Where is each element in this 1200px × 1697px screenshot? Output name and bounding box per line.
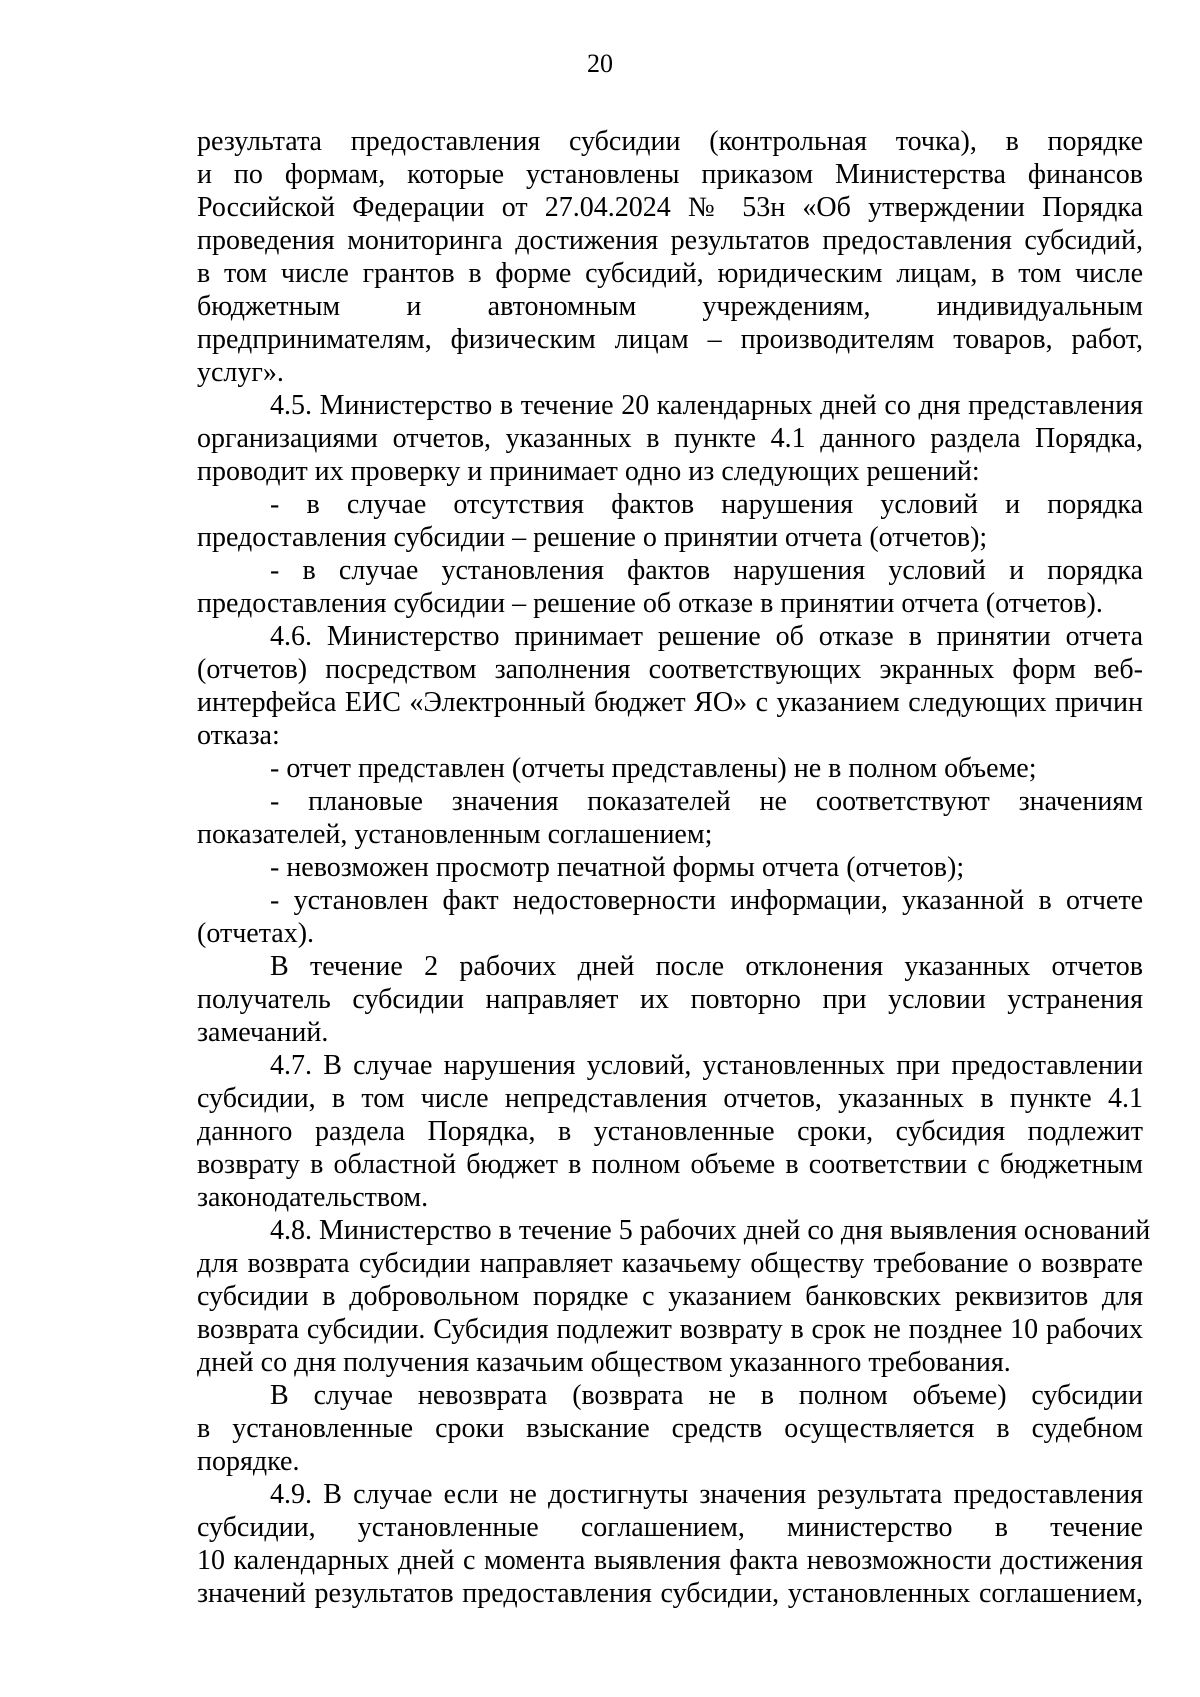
text-line: 4.6. Министерство принимает решение об отказе в принятии отчета [270,621,1143,652]
text-line: предоставления субсидии – решение об отказе в принятии отчета (отчетов). [197,588,1103,619]
text-line: 4.9. В случае если не достигнуты значения результата предоставления [270,1479,1143,1510]
text-line: замечаний. [197,1017,329,1048]
text-line: результата предоставления субсидии (контрольная точка), в порядке [197,126,1143,157]
text-line: субсидии, установленные соглашением, министерство в течение [197,1512,1143,1543]
text-line: организациями отчетов, указанных в пункте 4.1 данного раздела Порядка, [197,423,1143,454]
text-line: - в случае отсутствия фактов нарушения условий и порядка [270,489,1143,520]
document-body [197,125,1151,1610]
text-line: субсидии в добровольном порядке с указанием банковских реквизитов для [197,1281,1143,1312]
text-line: возврату в областной бюджет в полном объеме в соответствии с бюджетным [197,1149,1143,1180]
text-line: в установленные сроки взыскание средств осуществляется в судебном [197,1413,1143,1444]
text-line: 4.7. В случае нарушения условий, установленных при предоставлении [270,1050,1143,1081]
page-number: 20 [587,49,613,78]
text-line: получатель субсидии направляет их повторно при условии устранения [197,984,1143,1015]
text-line: - установлен факт недостоверности информации, указанной в отчете [270,885,1143,916]
text-line: 10 календарных дней с момента выявления факта невозможности достижения [197,1545,1143,1576]
text-line: бюджетным и автономным учреждениям, индивидуальным [197,291,1143,322]
text-line: в том числе грантов в форме субсидий, юридическим лицам, в том числе [197,258,1143,289]
text-line: предпринимателям, физическим лицам – производителям товаров, работ, [197,324,1143,355]
text-line: В случае невозврата (возврата не в полном объеме) субсидии [270,1380,1143,1411]
text-line: (отчетах). [197,918,315,949]
text-line: В течение 2 рабочих дней после отклонения указанных отчетов [270,951,1143,982]
text-line: и по формам, которые установлены приказом Министерства финансов [197,159,1143,190]
text-line: - невозможен просмотр печатной формы отчета (отчетов); [270,852,965,883]
text-line: - в случае установления фактов нарушения условий и порядка [270,555,1143,586]
text-line: субсидии, в том числе непредставления отчетов, указанных в пункте 4.1 [197,1083,1143,1114]
text-line: предоставления субсидии – решение о принятии отчета (отчетов); [197,522,988,553]
text-line: проведения мониторинга достижения результатов предоставления субсидий, [197,225,1143,256]
text-line: услуг». [197,357,284,388]
text-line: - отчет представлен (отчеты представлены) не в полном объеме; [270,753,1037,784]
text-line: дней со дня получения казачьим обществом указанного требования. [197,1347,1011,1378]
text-line: данного раздела Порядка, в установленные сроки, субсидия подлежит [197,1116,1143,1147]
text-line: значений результатов предоставления субсидии, установленных соглашением, [197,1578,1143,1609]
text-line: показателей, установленным соглашением; [197,819,713,850]
text-line: 4.5. Министерство в течение 20 календарных дней со дня представления [270,390,1143,421]
text-line: 4.8. Министерство в течение 5 рабочих дней со дня выявления оснований [270,1215,1151,1246]
text-line: для возврата субсидии направляет казачьему обществу требование о возврате [197,1248,1143,1279]
text-line: Российской Федерации от 27.04.2024 № 53н «Об утверждении Порядка [197,192,1143,223]
text-line: интерфейса ЕИС «Электронный бюджет ЯО» с указанием следующих причин [197,687,1143,718]
text-line: проводит их проверку и принимает одно из следующих решений: [197,456,980,487]
text-line: законодательством. [197,1182,429,1213]
text-line: возврата субсидии. Субсидия подлежит возврату в срок не позднее 10 рабочих [197,1314,1143,1345]
text-line: - плановые значения показателей не соответствуют значениям [270,786,1143,817]
text-line: отказа: [197,720,280,751]
text-line: (отчетов) посредством заполнения соответствующих экранных форм веб- [197,654,1143,685]
text-line: порядке. [197,1446,300,1477]
